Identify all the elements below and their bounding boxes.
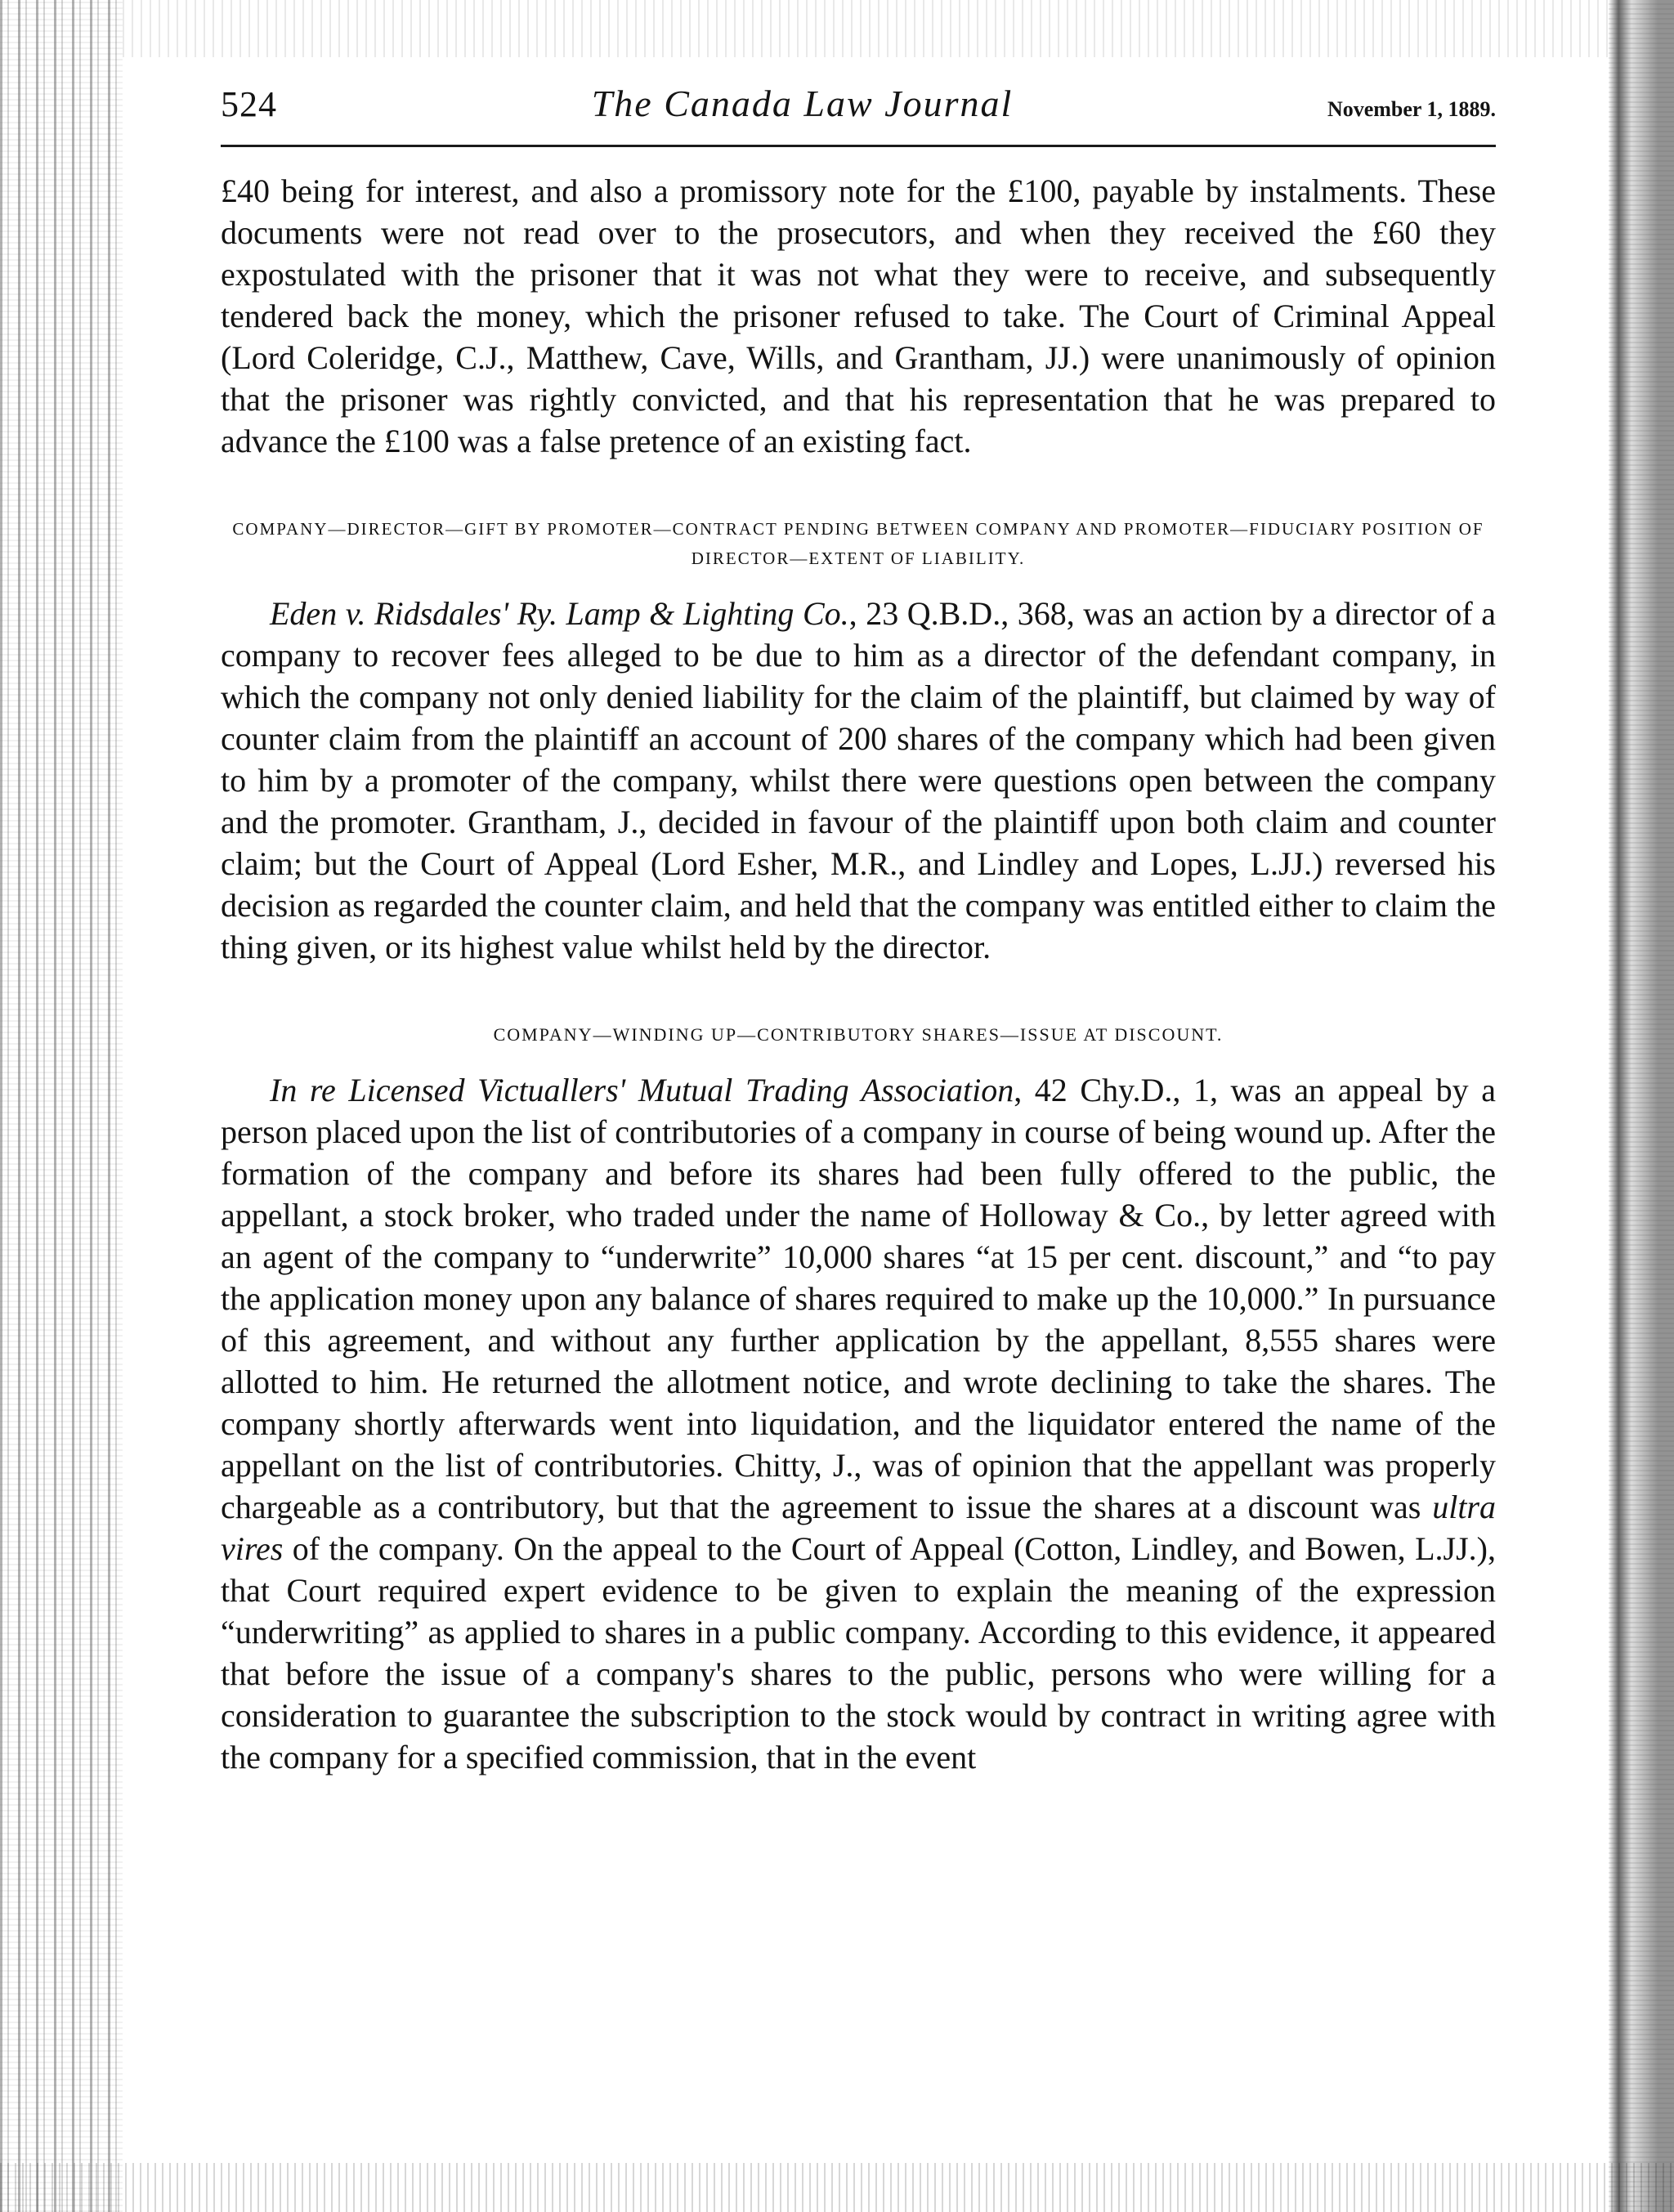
scan-edge-bottom bbox=[0, 2163, 1674, 2212]
case-text-eden: , 23 Q.B.D., 368, was an action by a director of a company to recover fees alleged to be due to him as a director of the defendant company, in which the company not only denied liability for the claim of the plaintiff, but claimed by way of counter claim from the plaintiff an account of 200 shares of the company which had been given to him by a promoter of the company, whilst there were questions open between the company and the promoter. Grantham, J., decided in favour of the plaintiff upon both claim and counter claim; but the Court of Appeal (Lord Esher, M.R., and Lindley and Lopes, L.JJ.) reversed his decision as regarded the counter claim, and held that the company was entitled either to claim the thing given, or its highest value whilst held by the director. bbox=[221, 595, 1496, 965]
scan-gutter-left bbox=[0, 0, 123, 2212]
case-text-victuallers-part1: , 42 Chy.D., 1, was an appeal by a person placed upon the list of contributories of a company in course of being wound up. After the formation of the company and before its shares had been fully offered to the public, the appellant, a stock broker, who traded under the name of Holloway & Co., by letter agreed with an agent of the company to “underwrite” 10,000 shares “at 15 per cent. discount,” and “to pay the application money upon any balance of shares required to make up the 10,000.” In pursuance of this agreement, and without any further application by the appellant, 8,555 shares were allotted to him. He returned the allotment notice, and wrote declining to take the shares. The company shortly afterwards went into liquidation, and the liquidator entered the name of the appellant on the list of contributories. Chitty, J., was of opinion that the appellant was properly chargeable as a contributory, but that the agreement to issue the shares at a discount was bbox=[221, 1072, 1496, 1525]
case-text-victuallers-part2: of the company. On the appeal to the Court of Appeal (Cotton, Lindley, and Bowen, L.JJ.), that Court required expert evidence to be given to explain the meaning of the expression “underwriting” as applied to shares in a public company. According to this evidence, it appeared that before the issue of a company's shares to the public, persons who were willing for a consideration to guarantee the subscription to the stock would by contract in writing agree with the company for a specified commission, that in the event bbox=[221, 1530, 1496, 1775]
page-number: 524 bbox=[221, 84, 277, 124]
running-head bbox=[221, 82, 1496, 147]
section-heading-director-gift: COMPANY—DIRECTOR—GIFT BY PROMOTER—CONTRACT PENDING BETWEEN COMPANY AND PROMOTER—FIDUCIARY POSITION OF DIRECTOR—EXTENT OF LIABILITY. bbox=[232, 519, 1484, 568]
scan-edge-top bbox=[123, 0, 1610, 57]
case-name-eden: Eden v. Ridsdales' Ry. Lamp & Lighting Co. bbox=[270, 595, 849, 632]
ultra-vires-term: ultra vires bbox=[221, 1489, 1496, 1567]
intro-paragraph: £40 being for interest, and also a promissory note for the £100, payable by instalments. These documents were not read over to the prosecutors, and when they received the £60 they expostulated with the prisoner that it was not what they were to receive, and subsequently tendered back the money, which the prisoner refused to take. The Court of Criminal Appeal (Lord Coleridge, C.J., Matthew, Cave, Wills, and Grantham, JJ.) were unanimously of opinion that the prisoner was rightly convicted, and that his representation that he was prepared to advance the £100 was a false pretence of an existing fact. bbox=[221, 172, 1496, 459]
case-paragraph-victuallers bbox=[221, 1069, 1496, 1778]
journal-title: The Canada Law Journal bbox=[591, 83, 1014, 124]
issue-date: November 1, 1889. bbox=[1327, 97, 1496, 121]
section-heading-winding-up: COMPANY—WINDING UP—CONTRIBUTORY SHARES—ISSUE AT DISCOUNT. bbox=[493, 1024, 1224, 1045]
document-page bbox=[221, 82, 1496, 1778]
case-name-victuallers: In re Licensed Victuallers' Mutual Trading Association bbox=[270, 1072, 1014, 1108]
case-paragraph-eden bbox=[221, 593, 1496, 968]
scan-gutter-right bbox=[1609, 0, 1674, 2212]
